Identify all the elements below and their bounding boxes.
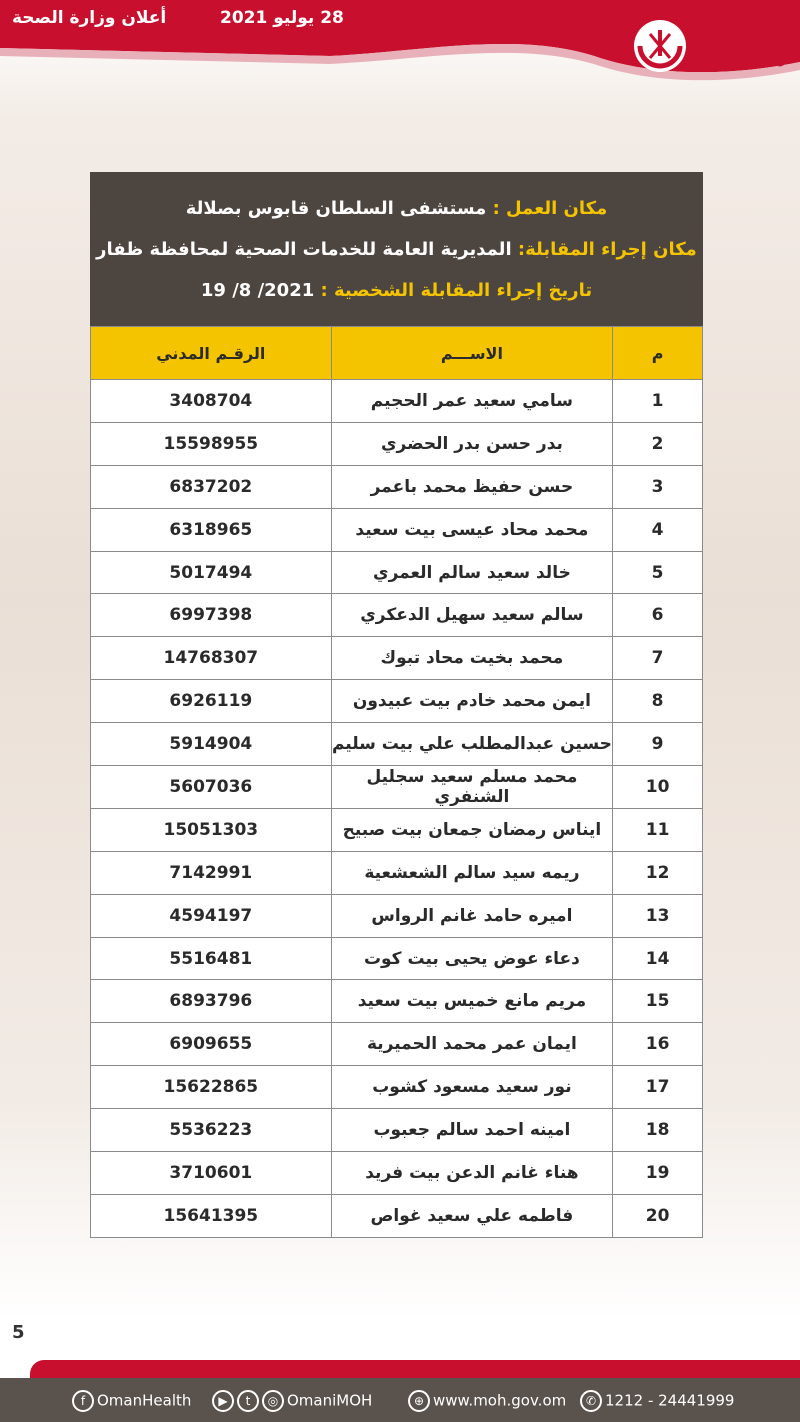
row-name: مريم مانع خميس بيت سعيد xyxy=(331,980,613,1023)
row-number: 11 xyxy=(613,808,703,851)
row-civil-id: 7142991 xyxy=(91,851,332,894)
phone-link[interactable]: ✆ 1212 - 24441999 xyxy=(580,1390,734,1412)
table-row xyxy=(91,680,703,723)
row-name: ايناس رمضان جمعان بيت صبيح xyxy=(331,808,613,851)
row-number: 12 xyxy=(613,851,703,894)
row-number: 15 xyxy=(613,980,703,1023)
row-number: 17 xyxy=(613,1066,703,1109)
twitter-icon: t xyxy=(237,1390,259,1412)
table-row xyxy=(91,422,703,465)
row-number: 2 xyxy=(613,422,703,465)
instagram-icon: ◎ xyxy=(262,1390,284,1412)
header xyxy=(0,0,800,100)
interview-info-box xyxy=(90,172,703,326)
row-name: فاطمه علي سعيد غواص xyxy=(331,1194,613,1237)
row-civil-id: 3710601 xyxy=(91,1152,332,1195)
row-number: 6 xyxy=(613,594,703,637)
table-row xyxy=(91,465,703,508)
table-row xyxy=(91,1152,703,1195)
row-civil-id: 6926119 xyxy=(91,680,332,723)
work-place-line: مكان العمل : مستشفى السلطان قابوس بصلالة xyxy=(185,198,608,219)
row-name: ايمن محمد خادم بيت عبيدون xyxy=(331,680,613,723)
row-name: ريمه سيد سالم الشعشعية xyxy=(331,851,613,894)
row-name: اميره حامد غانم الرواس xyxy=(331,894,613,937)
announcement-title: أعلان وزارة الصحة xyxy=(12,8,167,28)
table-row xyxy=(91,1194,703,1237)
row-civil-id: 5914904 xyxy=(91,723,332,766)
row-civil-id: 6318965 xyxy=(91,508,332,551)
website-link[interactable]: ⊕ www.moh.gov.om xyxy=(408,1390,566,1412)
row-civil-id: 6997398 xyxy=(91,594,332,637)
row-name: حسين عبدالمطلب علي بيت سليم xyxy=(331,723,613,766)
row-number: 13 xyxy=(613,894,703,937)
row-number: 7 xyxy=(613,637,703,680)
table-row xyxy=(91,1066,703,1109)
row-civil-id: 15598955 xyxy=(91,422,332,465)
row-number: 3 xyxy=(613,465,703,508)
table-row xyxy=(91,1109,703,1152)
table-row xyxy=(91,551,703,594)
row-number: 5 xyxy=(613,551,703,594)
facebook-link[interactable]: f OmanHealth xyxy=(72,1390,191,1412)
candidates-table xyxy=(90,326,703,1238)
ministry-logo xyxy=(632,6,787,86)
row-name: هناء غانم الدعن بيت فريد xyxy=(331,1152,613,1195)
interview-place-line: مكان إجراء المقابلة: المديرية العامة للخدمات الصحية لمحافظة ظفار xyxy=(96,239,697,260)
row-number: 10 xyxy=(613,766,703,809)
logo-text: سلطنة عمان وزارة الصحة xyxy=(690,26,787,67)
table-row xyxy=(91,380,703,423)
row-civil-id: 5017494 xyxy=(91,551,332,594)
row-name: امينه احمد سالم جعبوب xyxy=(331,1109,613,1152)
row-civil-id: 4594197 xyxy=(91,894,332,937)
social-link[interactable]: ▶ t ◎ OmaniMOH xyxy=(212,1390,372,1412)
page-number: 5 xyxy=(12,1322,25,1343)
table-row xyxy=(91,637,703,680)
row-civil-id: 15641395 xyxy=(91,1194,332,1237)
row-name: خالد سعيد سالم العمري xyxy=(331,551,613,594)
row-number: 1 xyxy=(613,380,703,423)
table-row xyxy=(91,594,703,637)
interview-date-line: تاريخ إجراء المقابلة الشخصية : 19 /8 /2021 xyxy=(200,280,593,301)
row-name: ايمان عمر محمد الحميرية xyxy=(331,1023,613,1066)
row-name: حسن حفيظ محمد باعمر xyxy=(331,465,613,508)
table-row xyxy=(91,723,703,766)
row-name: محمد بخيت محاد تبوك xyxy=(331,637,613,680)
row-number: 19 xyxy=(613,1152,703,1195)
row-name: بدر حسن بدر الحضري xyxy=(331,422,613,465)
row-number: 18 xyxy=(613,1109,703,1152)
row-name: محمد مسلم سعيد سجليل الشنفري xyxy=(331,766,613,809)
row-number: 16 xyxy=(613,1023,703,1066)
row-number: 14 xyxy=(613,937,703,980)
facebook-icon: f xyxy=(72,1390,94,1412)
row-civil-id: 14768307 xyxy=(91,637,332,680)
header-civil-id: الرقـم المدني xyxy=(91,327,332,380)
youtube-icon: ▶ xyxy=(212,1390,234,1412)
row-civil-id: 15622865 xyxy=(91,1066,332,1109)
row-name: دعاء عوض يحيى بيت كوت xyxy=(331,937,613,980)
table-row xyxy=(91,1023,703,1066)
footer-red-strip xyxy=(30,1360,800,1378)
row-civil-id: 5516481 xyxy=(91,937,332,980)
row-name: سامي سعيد عمر الحجيم xyxy=(331,380,613,423)
emblem-icon xyxy=(632,18,688,74)
row-civil-id: 3408704 xyxy=(91,380,332,423)
announcement-date: 28 يوليو 2021 xyxy=(220,8,344,28)
row-name: محمد محاد عيسى بيت سعيد xyxy=(331,508,613,551)
row-name: سالم سعيد سهيل الدعكري xyxy=(331,594,613,637)
row-number: 9 xyxy=(613,723,703,766)
table-row xyxy=(91,508,703,551)
footer xyxy=(0,1360,800,1422)
phone-icon: ✆ xyxy=(580,1390,602,1412)
table-row xyxy=(91,937,703,980)
row-civil-id: 15051303 xyxy=(91,808,332,851)
table-row xyxy=(91,894,703,937)
table-row xyxy=(91,980,703,1023)
row-number: 8 xyxy=(613,680,703,723)
table-row xyxy=(91,766,703,809)
table-row xyxy=(91,851,703,894)
table-row xyxy=(91,808,703,851)
row-number: 4 xyxy=(613,508,703,551)
row-civil-id: 6837202 xyxy=(91,465,332,508)
row-civil-id: 6909655 xyxy=(91,1023,332,1066)
table-header-row xyxy=(91,327,703,380)
globe-icon: ⊕ xyxy=(408,1390,430,1412)
header-name: الاســـم xyxy=(331,327,613,380)
row-number: 20 xyxy=(613,1194,703,1237)
row-civil-id: 6893796 xyxy=(91,980,332,1023)
row-name: نور سعيد مسعود كشوب xyxy=(331,1066,613,1109)
header-number: م xyxy=(613,327,703,380)
row-civil-id: 5536223 xyxy=(91,1109,332,1152)
row-civil-id: 5607036 xyxy=(91,766,332,809)
